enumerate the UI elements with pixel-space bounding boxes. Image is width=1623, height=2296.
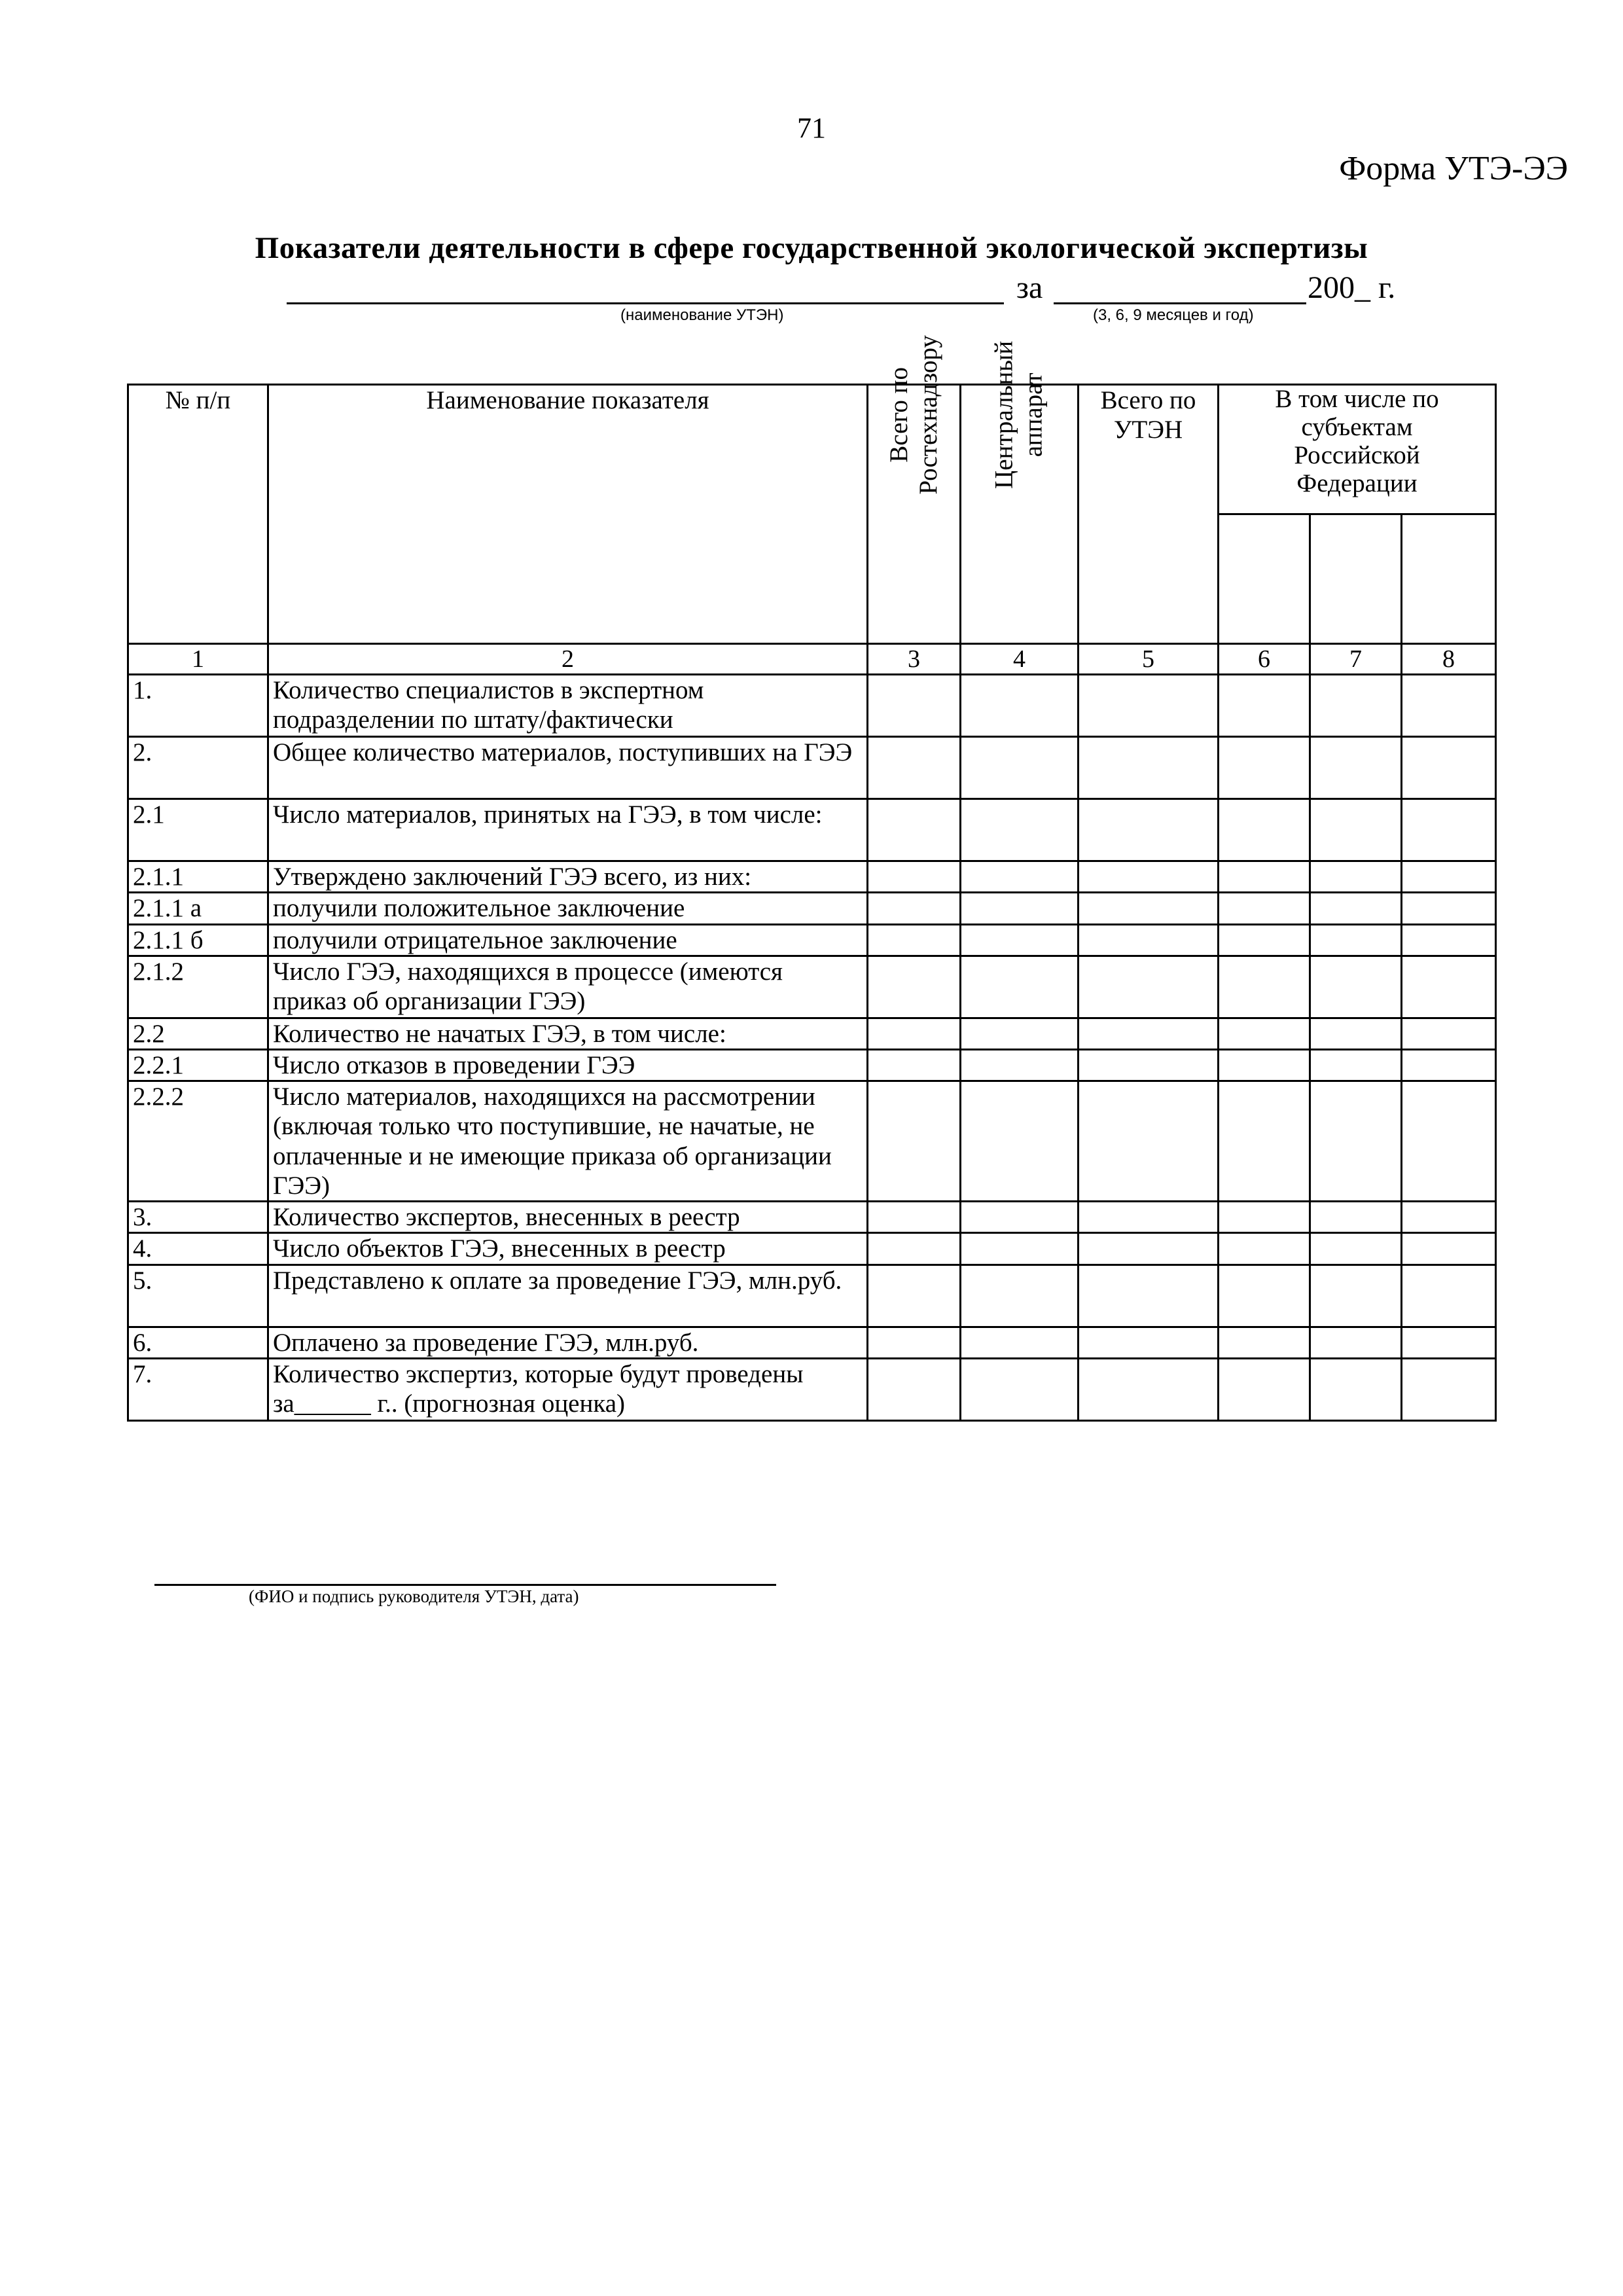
uten-name-line: [287, 302, 1004, 304]
table-row: [128, 1327, 1496, 1358]
value-cell[interactable]: [868, 1050, 961, 1081]
value-cell[interactable]: [868, 1265, 961, 1327]
header-subjects: В том числе по субъектам Российской Федерации: [1219, 385, 1496, 514]
value-cell[interactable]: [961, 956, 1079, 1018]
value-cell[interactable]: [1402, 675, 1496, 737]
value-cell[interactable]: [961, 924, 1079, 956]
row-number: 2.1.1 б: [128, 924, 268, 956]
page-number: 71: [797, 112, 826, 144]
value-cell[interactable]: [1310, 956, 1402, 1018]
value-cell[interactable]: [961, 861, 1079, 893]
value-cell[interactable]: [1402, 1327, 1496, 1358]
value-cell[interactable]: [1310, 799, 1402, 861]
row-number: 2.1.1: [128, 861, 268, 893]
value-cell[interactable]: [1079, 1358, 1219, 1420]
period-line: [1054, 302, 1306, 304]
row-number: 2.1.1 а: [128, 893, 268, 924]
value-cell[interactable]: [1219, 1081, 1310, 1202]
value-cell[interactable]: [1079, 1265, 1219, 1327]
value-cell[interactable]: [1310, 1018, 1402, 1049]
value-cell[interactable]: [961, 1265, 1079, 1327]
value-cell[interactable]: [1310, 1050, 1402, 1081]
value-cell[interactable]: [1310, 675, 1402, 737]
row-number: 2.2.1: [128, 1050, 268, 1081]
value-cell[interactable]: [1079, 1081, 1219, 1202]
indicators-table: [127, 335, 1497, 1422]
value-cell[interactable]: [1079, 1050, 1219, 1081]
row-indicator-name: Количество специалистов в экспертном подразделении по штату/фактически: [268, 675, 868, 737]
value-cell[interactable]: [868, 893, 961, 924]
col-number: 1: [128, 644, 268, 675]
value-cell[interactable]: [961, 799, 1079, 861]
value-cell[interactable]: [1079, 956, 1219, 1018]
row-number: 4.: [128, 1233, 268, 1265]
table-row: [128, 861, 1496, 893]
row-number: 3.: [128, 1202, 268, 1233]
col-number: 8: [1402, 644, 1496, 675]
subject-col-3: [1402, 514, 1496, 644]
value-cell[interactable]: [868, 737, 961, 799]
value-cell[interactable]: [961, 737, 1079, 799]
value-cell[interactable]: [1402, 1050, 1496, 1081]
value-cell[interactable]: [1402, 799, 1496, 861]
row-number: 2.2: [128, 1018, 268, 1049]
row-indicator-name: Количество экспертиз, которые будут проведены за______ г.. (прогнозная оценка): [268, 1358, 868, 1420]
row-indicator-name: Число отказов в проведении ГЭЭ: [268, 1050, 868, 1081]
row-indicator-name: Количество экспертов, внесенных в реестр: [268, 1202, 868, 1233]
value-cell[interactable]: [1402, 1081, 1496, 1202]
value-cell[interactable]: [1310, 1265, 1402, 1327]
row-indicator-name: Общее количество материалов, поступивших на ГЭЭ: [268, 737, 868, 799]
value-cell[interactable]: [1402, 861, 1496, 893]
value-cell[interactable]: [1219, 675, 1310, 737]
value-cell[interactable]: [1402, 1233, 1496, 1265]
value-cell[interactable]: [1219, 861, 1310, 893]
row-indicator-name: Число ГЭЭ, находящихся в процессе (имеются приказ об организации ГЭЭ): [268, 956, 868, 1018]
table-row: [128, 1233, 1496, 1265]
value-cell[interactable]: [1310, 1081, 1402, 1202]
value-cell[interactable]: [1402, 924, 1496, 956]
value-cell[interactable]: [1219, 1358, 1310, 1420]
value-cell[interactable]: [1402, 956, 1496, 1018]
table-row: [128, 737, 1496, 799]
value-cell[interactable]: [961, 675, 1079, 737]
value-cell[interactable]: [1219, 1265, 1310, 1327]
value-cell[interactable]: [1079, 1202, 1219, 1233]
row-indicator-name: Число материалов, находящихся на рассмотрении (включая только что поступившие, не начатые, не оплаченные и не имеющие приказа об организации ГЭЭ): [268, 1081, 868, 1202]
value-cell[interactable]: [1219, 893, 1310, 924]
value-cell[interactable]: [1219, 799, 1310, 861]
row-indicator-name: Число объектов ГЭЭ, внесенных в реестр: [268, 1233, 868, 1265]
uten-name-caption: (наименование УТЭН): [620, 306, 784, 324]
value-cell[interactable]: [1310, 1202, 1402, 1233]
col-number: 4: [961, 644, 1079, 675]
col-number: 3: [868, 644, 961, 675]
value-cell[interactable]: [1079, 675, 1219, 737]
table-row: [128, 1202, 1496, 1233]
value-cell[interactable]: [1402, 1018, 1496, 1049]
column-number-row: [128, 644, 1496, 675]
table-row: [128, 1265, 1496, 1327]
value-cell[interactable]: [1219, 1233, 1310, 1265]
value-cell[interactable]: [868, 1202, 961, 1233]
table-row: [128, 1081, 1496, 1202]
row-indicator-name: Число материалов, принятых на ГЭЭ, в том числе:: [268, 799, 868, 861]
row-number: 6.: [128, 1327, 268, 1358]
value-cell[interactable]: [1079, 1233, 1219, 1265]
value-cell[interactable]: [868, 799, 961, 861]
value-cell[interactable]: [961, 1233, 1079, 1265]
value-cell[interactable]: [1219, 924, 1310, 956]
value-cell[interactable]: [1310, 1358, 1402, 1420]
value-cell[interactable]: [1310, 737, 1402, 799]
value-cell[interactable]: [1310, 1327, 1402, 1358]
value-cell[interactable]: [868, 1327, 961, 1358]
value-cell[interactable]: [1402, 1358, 1496, 1420]
value-cell[interactable]: [961, 1202, 1079, 1233]
col-number: 2: [268, 644, 868, 675]
value-cell[interactable]: [1310, 893, 1402, 924]
row-number: 5.: [128, 1265, 268, 1327]
period-prefix: за: [1016, 270, 1043, 305]
subject-col-2: [1310, 514, 1402, 644]
value-cell[interactable]: [1079, 1327, 1219, 1358]
row-number: 2.1.2: [128, 956, 268, 1018]
data-rows: [128, 675, 1496, 1421]
row-indicator-name: Утверждено заключений ГЭЭ всего, из них:: [268, 861, 868, 893]
value-cell[interactable]: [1079, 799, 1219, 861]
table-row: [128, 956, 1496, 1018]
value-cell[interactable]: [1079, 1018, 1219, 1049]
table-row: [128, 924, 1496, 956]
row-indicator-name: Представлено к оплате за проведение ГЭЭ, млн.руб.: [268, 1265, 868, 1327]
value-cell[interactable]: [1219, 1202, 1310, 1233]
value-cell[interactable]: [1310, 924, 1402, 956]
col-number: 7: [1310, 644, 1402, 675]
row-indicator-name: получили отрицательное заключение: [268, 924, 868, 956]
document-title: Показатели деятельности в сфере государственной экологической экспертизы: [255, 231, 1368, 265]
row-indicator-name: Оплачено за проведение ГЭЭ, млн.руб.: [268, 1327, 868, 1358]
value-cell[interactable]: [961, 1327, 1079, 1358]
header-central-text: Центральный аппарат: [990, 340, 1048, 489]
header-total-rostech: [868, 335, 961, 644]
header-central: [961, 340, 1079, 644]
value-cell[interactable]: [868, 924, 961, 956]
table-row: [128, 1050, 1496, 1081]
value-cell[interactable]: [1310, 1233, 1402, 1265]
value-cell[interactable]: [1310, 861, 1402, 893]
value-cell[interactable]: [961, 1358, 1079, 1420]
value-cell[interactable]: [868, 675, 961, 737]
value-cell[interactable]: [1402, 1265, 1496, 1327]
value-cell[interactable]: [1402, 893, 1496, 924]
value-cell[interactable]: [961, 893, 1079, 924]
value-cell[interactable]: [961, 1050, 1079, 1081]
row-number: 7.: [128, 1358, 268, 1420]
row-indicator-name: Количество не начатых ГЭЭ, в том числе:: [268, 1018, 868, 1049]
value-cell[interactable]: [1402, 737, 1496, 799]
row-number: 2.1: [128, 799, 268, 861]
value-cell[interactable]: [1219, 956, 1310, 1018]
value-cell[interactable]: [868, 1233, 961, 1265]
row-number: 2.2.2: [128, 1081, 268, 1202]
value-cell[interactable]: [868, 861, 961, 893]
value-cell[interactable]: [1402, 1202, 1496, 1233]
header-total-rostech-text: Всего по Ростехнадзору: [884, 335, 942, 495]
signature-line: [154, 1584, 776, 1586]
table-row: [128, 1018, 1496, 1049]
subject-col-1: [1219, 514, 1310, 644]
header-num: № п/п: [128, 385, 268, 644]
col-number: 5: [1079, 644, 1219, 675]
value-cell[interactable]: [868, 1081, 961, 1202]
row-indicator-name: получили положительное заключение: [268, 893, 868, 924]
value-cell[interactable]: [1079, 737, 1219, 799]
period-caption: (3, 6, 9 месяцев и год): [1093, 306, 1254, 324]
value-cell[interactable]: [868, 956, 961, 1018]
year-label: 200_ г.: [1308, 270, 1396, 305]
row-number: 2.: [128, 737, 268, 799]
value-cell[interactable]: [1079, 893, 1219, 924]
value-cell[interactable]: [961, 1081, 1079, 1202]
table-row: [128, 675, 1496, 737]
value-cell[interactable]: [1219, 1050, 1310, 1081]
col-number: 6: [1219, 644, 1310, 675]
value-cell[interactable]: [961, 1018, 1079, 1049]
value-cell[interactable]: [868, 1018, 961, 1049]
value-cell[interactable]: [1219, 1327, 1310, 1358]
form-code: Форма УТЭ-ЭЭ: [1339, 150, 1568, 187]
table-row: [128, 1358, 1496, 1420]
value-cell[interactable]: [1219, 737, 1310, 799]
value-cell[interactable]: [1079, 861, 1219, 893]
header-name: Наименование показателя: [268, 385, 868, 644]
header-total-uten: Всего по УТЭН: [1079, 385, 1219, 644]
row-number: 1.: [128, 675, 268, 737]
table-row: [128, 799, 1496, 861]
value-cell[interactable]: [1219, 1018, 1310, 1049]
table-row: [128, 893, 1496, 924]
value-cell[interactable]: [868, 1358, 961, 1420]
signature-caption: (ФИО и подпись руководителя УТЭН, дата): [249, 1587, 579, 1606]
value-cell[interactable]: [1079, 924, 1219, 956]
